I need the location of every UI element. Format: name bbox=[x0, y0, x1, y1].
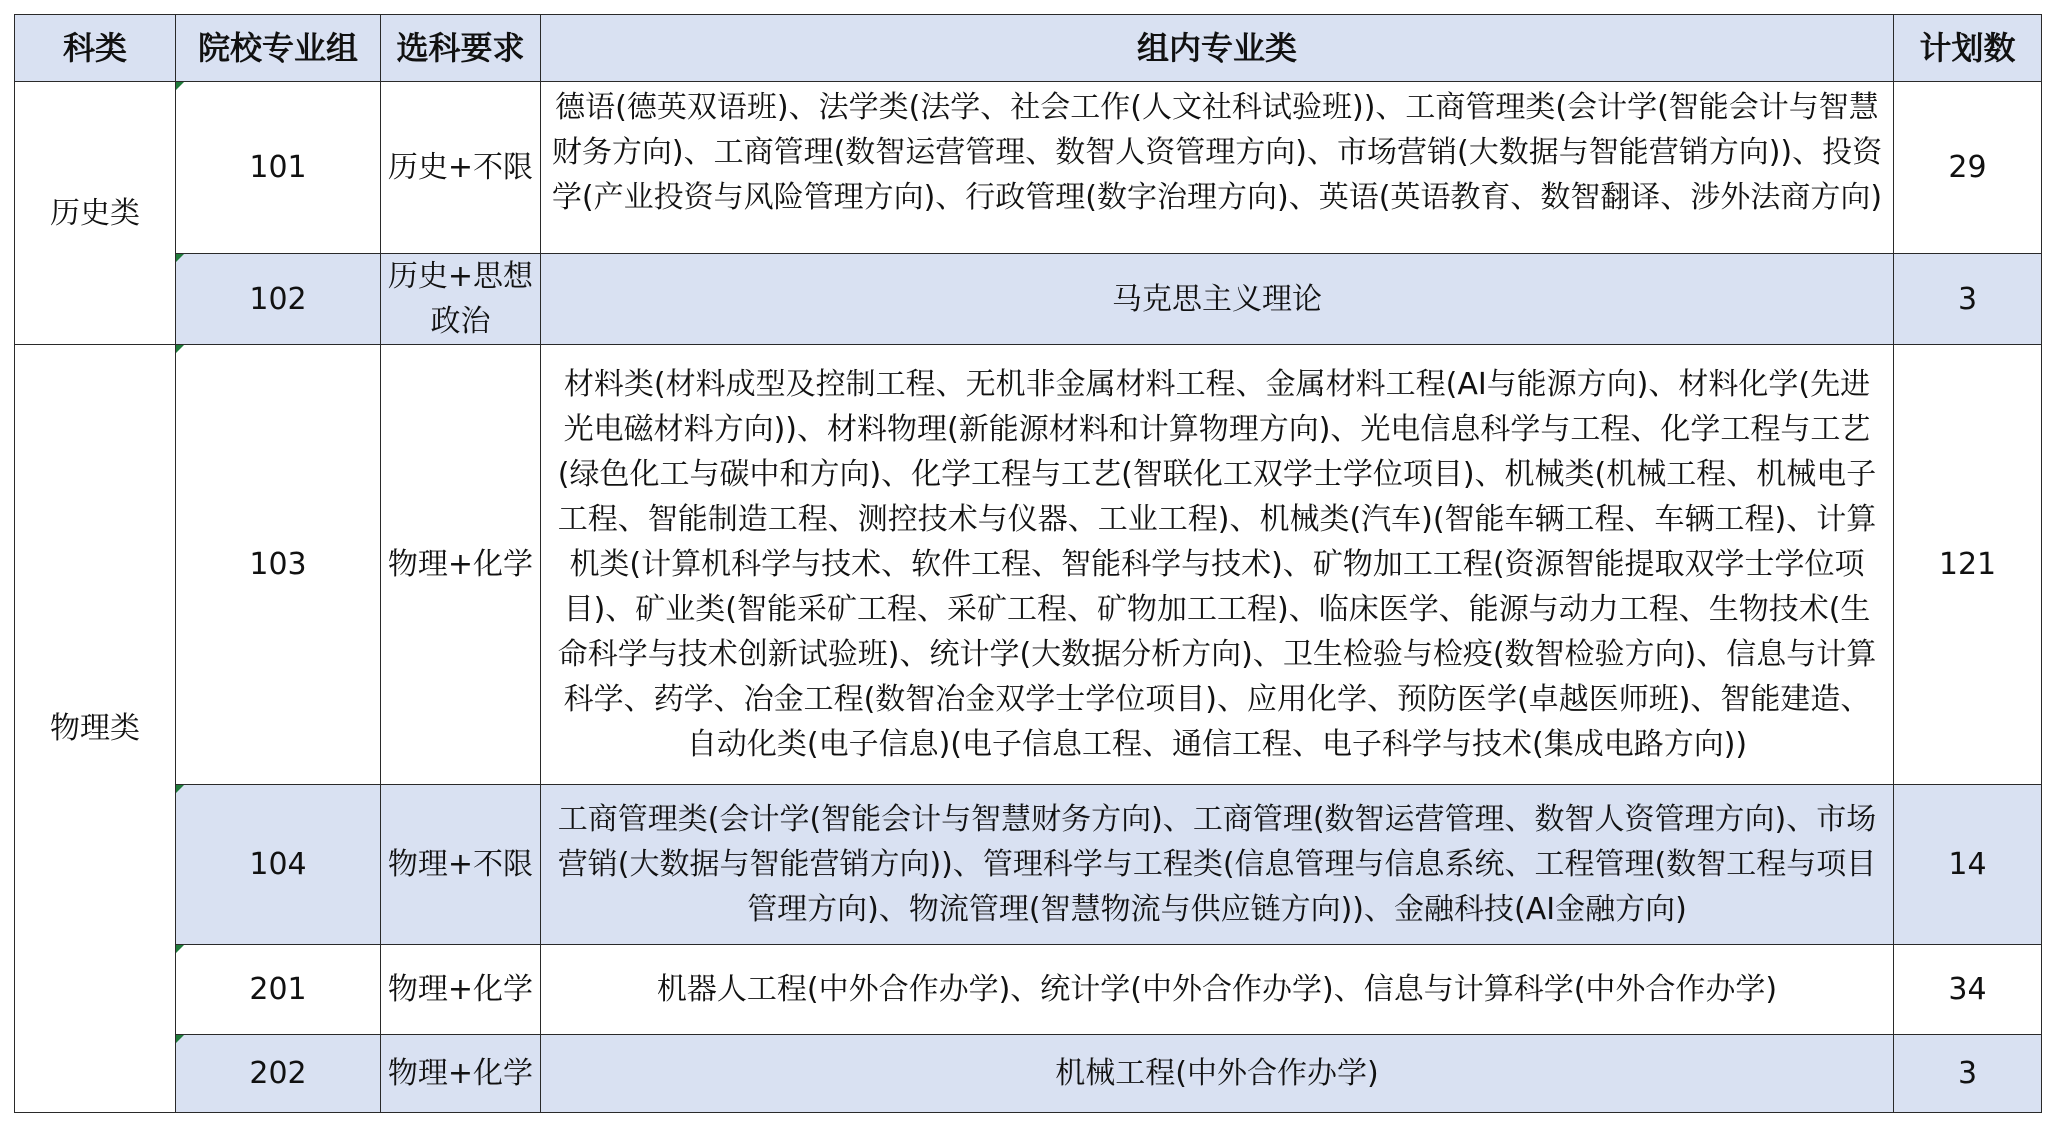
plan-cell: 34 bbox=[1894, 945, 2042, 1035]
table-row bbox=[15, 945, 2042, 1035]
requirement-cell: 物理+化学 bbox=[381, 345, 541, 785]
header-majors: 组内专业类 bbox=[541, 15, 1894, 82]
majors-cell bbox=[541, 82, 1894, 254]
majors-cell: 马克思主义理论 bbox=[541, 254, 1894, 345]
table-row bbox=[15, 254, 2042, 345]
group-cell: 104 bbox=[176, 785, 381, 945]
requirement-cell: 历史+思想政治 bbox=[381, 254, 541, 345]
plan-cell: 29 bbox=[1894, 82, 2042, 254]
table-row bbox=[15, 1035, 2042, 1113]
header-requirement: 选科要求 bbox=[381, 15, 541, 82]
group-cell: 101 bbox=[176, 82, 381, 254]
category-cell-history: 历史类 bbox=[15, 82, 176, 345]
table-row bbox=[15, 82, 2042, 254]
table-row bbox=[15, 785, 2042, 945]
group-cell: 102 bbox=[176, 254, 381, 345]
majors-cell: 机械工程(中外合作办学) bbox=[541, 1035, 1894, 1113]
plan-cell: 121 bbox=[1894, 345, 2042, 785]
requirement-cell: 物理+不限 bbox=[381, 785, 541, 945]
majors-cell: 工商管理类(会计学(智能会计与智慧财务方向)、工商管理(数智运营管理、数智人资管理方向)、市场营销(大数据与智能营销方向))、管理科学与工程类(信息管理与信息系统、工程管理(数智工程与项目管理方向)、物流管理(智慧物流与供应链方向))、金融科技(AI金融方向) bbox=[541, 785, 1894, 945]
requirement-cell: 物理+化学 bbox=[381, 1035, 541, 1113]
group-cell: 201 bbox=[176, 945, 381, 1035]
majors-cell: 机器人工程(中外合作办学)、统计学(中外合作办学)、信息与计算科学(中外合作办学) bbox=[541, 945, 1894, 1035]
header-group: 院校专业组 bbox=[176, 15, 381, 82]
plan-cell: 14 bbox=[1894, 785, 2042, 945]
plan-cell: 3 bbox=[1894, 254, 2042, 345]
group-cell: 202 bbox=[176, 1035, 381, 1113]
header-row bbox=[15, 15, 2042, 82]
plan-cell: 3 bbox=[1894, 1035, 2042, 1113]
admission-plan-table bbox=[14, 14, 2042, 1113]
majors-cell: 材料类(材料成型及控制工程、无机非金属材料工程、金属材料工程(AI与能源方向)、材料化学(先进光电磁材料方向))、材料物理(新能源材料和计算物理方向)、光电信息科学与工程、化学工程与工艺(绿色化工与碳中和方向)、化学工程与工艺(智联化工双学士学位项目)、机械类(机械工程、机械电子工程、智能制造工程、测控技术与仪器、工业工程)、机械类(汽车)(智能车辆工程、车辆工程)、计算机类(计算机科学与技术、软件工程、智能科学与技术)、矿物加工工程(资源智能提取双学士学位项目)、矿业类(智能采矿工程、采矿工程、矿物加工工程)、临床医学、能源与动力工程、生物技术(生命科学与技术创新试验班)、统计学(大数据分析方向)、卫生检验与检疫(数智检验方向)、信息与计算科学、药学、冶金工程(数智冶金双学士学位项目)、应用化学、预防医学(卓越医师班)、智能建造、自动化类(电子信息)(电子信息工程、通信工程、电子科学与技术(集成电路方向)) bbox=[541, 345, 1894, 785]
header-category: 科类 bbox=[15, 15, 176, 82]
requirement-cell: 物理+化学 bbox=[381, 945, 541, 1035]
header-plan: 计划数 bbox=[1894, 15, 2042, 82]
category-cell-physics: 物理类 bbox=[15, 345, 176, 1113]
majors-text: 德语(德英双语班)、法学类(法学、社会工作(人文社科试验班))、工商管理类(会计学(智能会计与智慧财务方向)、工商管理(数智运营管理、数智人资管理方向)、市场营销(大数据与智能营销方向))、投资学(产业投资与风险管理方向)、行政管理(数字治理方向)、英语(英语教育、数智翻译、涉外法商方向) bbox=[551, 89, 1883, 215]
requirement-cell: 历史+不限 bbox=[381, 82, 541, 254]
group-cell: 103 bbox=[176, 345, 381, 785]
table-row bbox=[15, 345, 2042, 785]
